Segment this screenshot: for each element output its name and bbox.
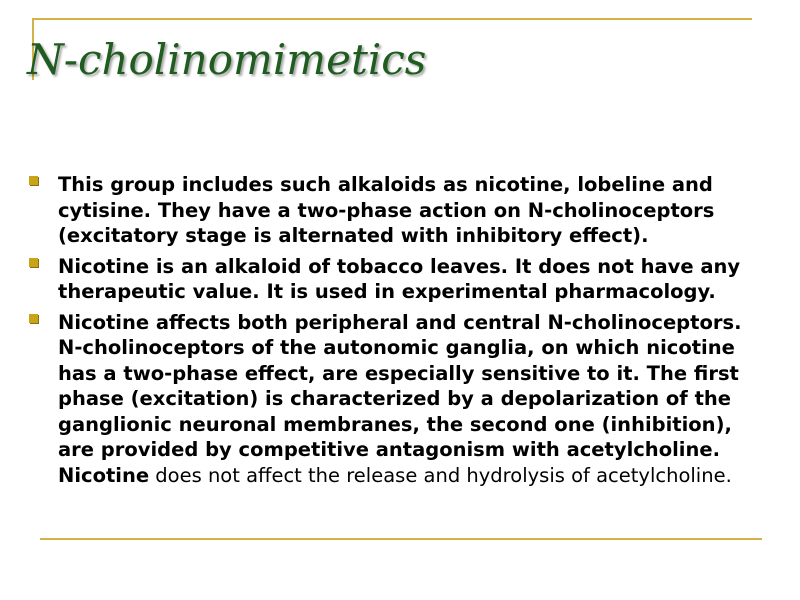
bullet-list [26, 172, 766, 493]
bullet-item-2 [26, 254, 766, 305]
bullet-text-3-bold: Nicotine affects both peripheral and central N-cholinoceptors. N-cholinoceptors of the autonomic ganglia, on which nicotine has a two-phase effect, are especially sensitive to it. The first phase (excitation) is characterized by a depolarization of the ganglionic neuronal membranes, the second one (inhibition), are provided by competitive antagonism with acetylcholine. Nicotine [58, 310, 742, 487]
top-rule [32, 18, 752, 20]
square-bullet-icon [29, 176, 38, 185]
square-bullet-icon [29, 314, 38, 323]
bullet-text-3-normal: does not affect the release and hydrolysis of acetylcholine. [149, 463, 732, 487]
slide-title: N-cholinomimetics [27, 35, 427, 84]
bullet-text-1: This group includes such alkaloids as nicotine, lobeline and cytisine. They have a two-phase action on N-cholinoceptors (excitatory stage is alternated with inhibitory effect). [58, 173, 715, 247]
bullet-text-2: Nicotine is an alkaloid of tobacco leaves. It does not have any therapeutic value. It is used in experimental pharmacology. [58, 254, 741, 303]
bottom-rule [40, 538, 762, 540]
bullet-item-3 [26, 310, 766, 489]
bullet-item-1 [26, 172, 766, 249]
square-bullet-icon [29, 258, 38, 267]
